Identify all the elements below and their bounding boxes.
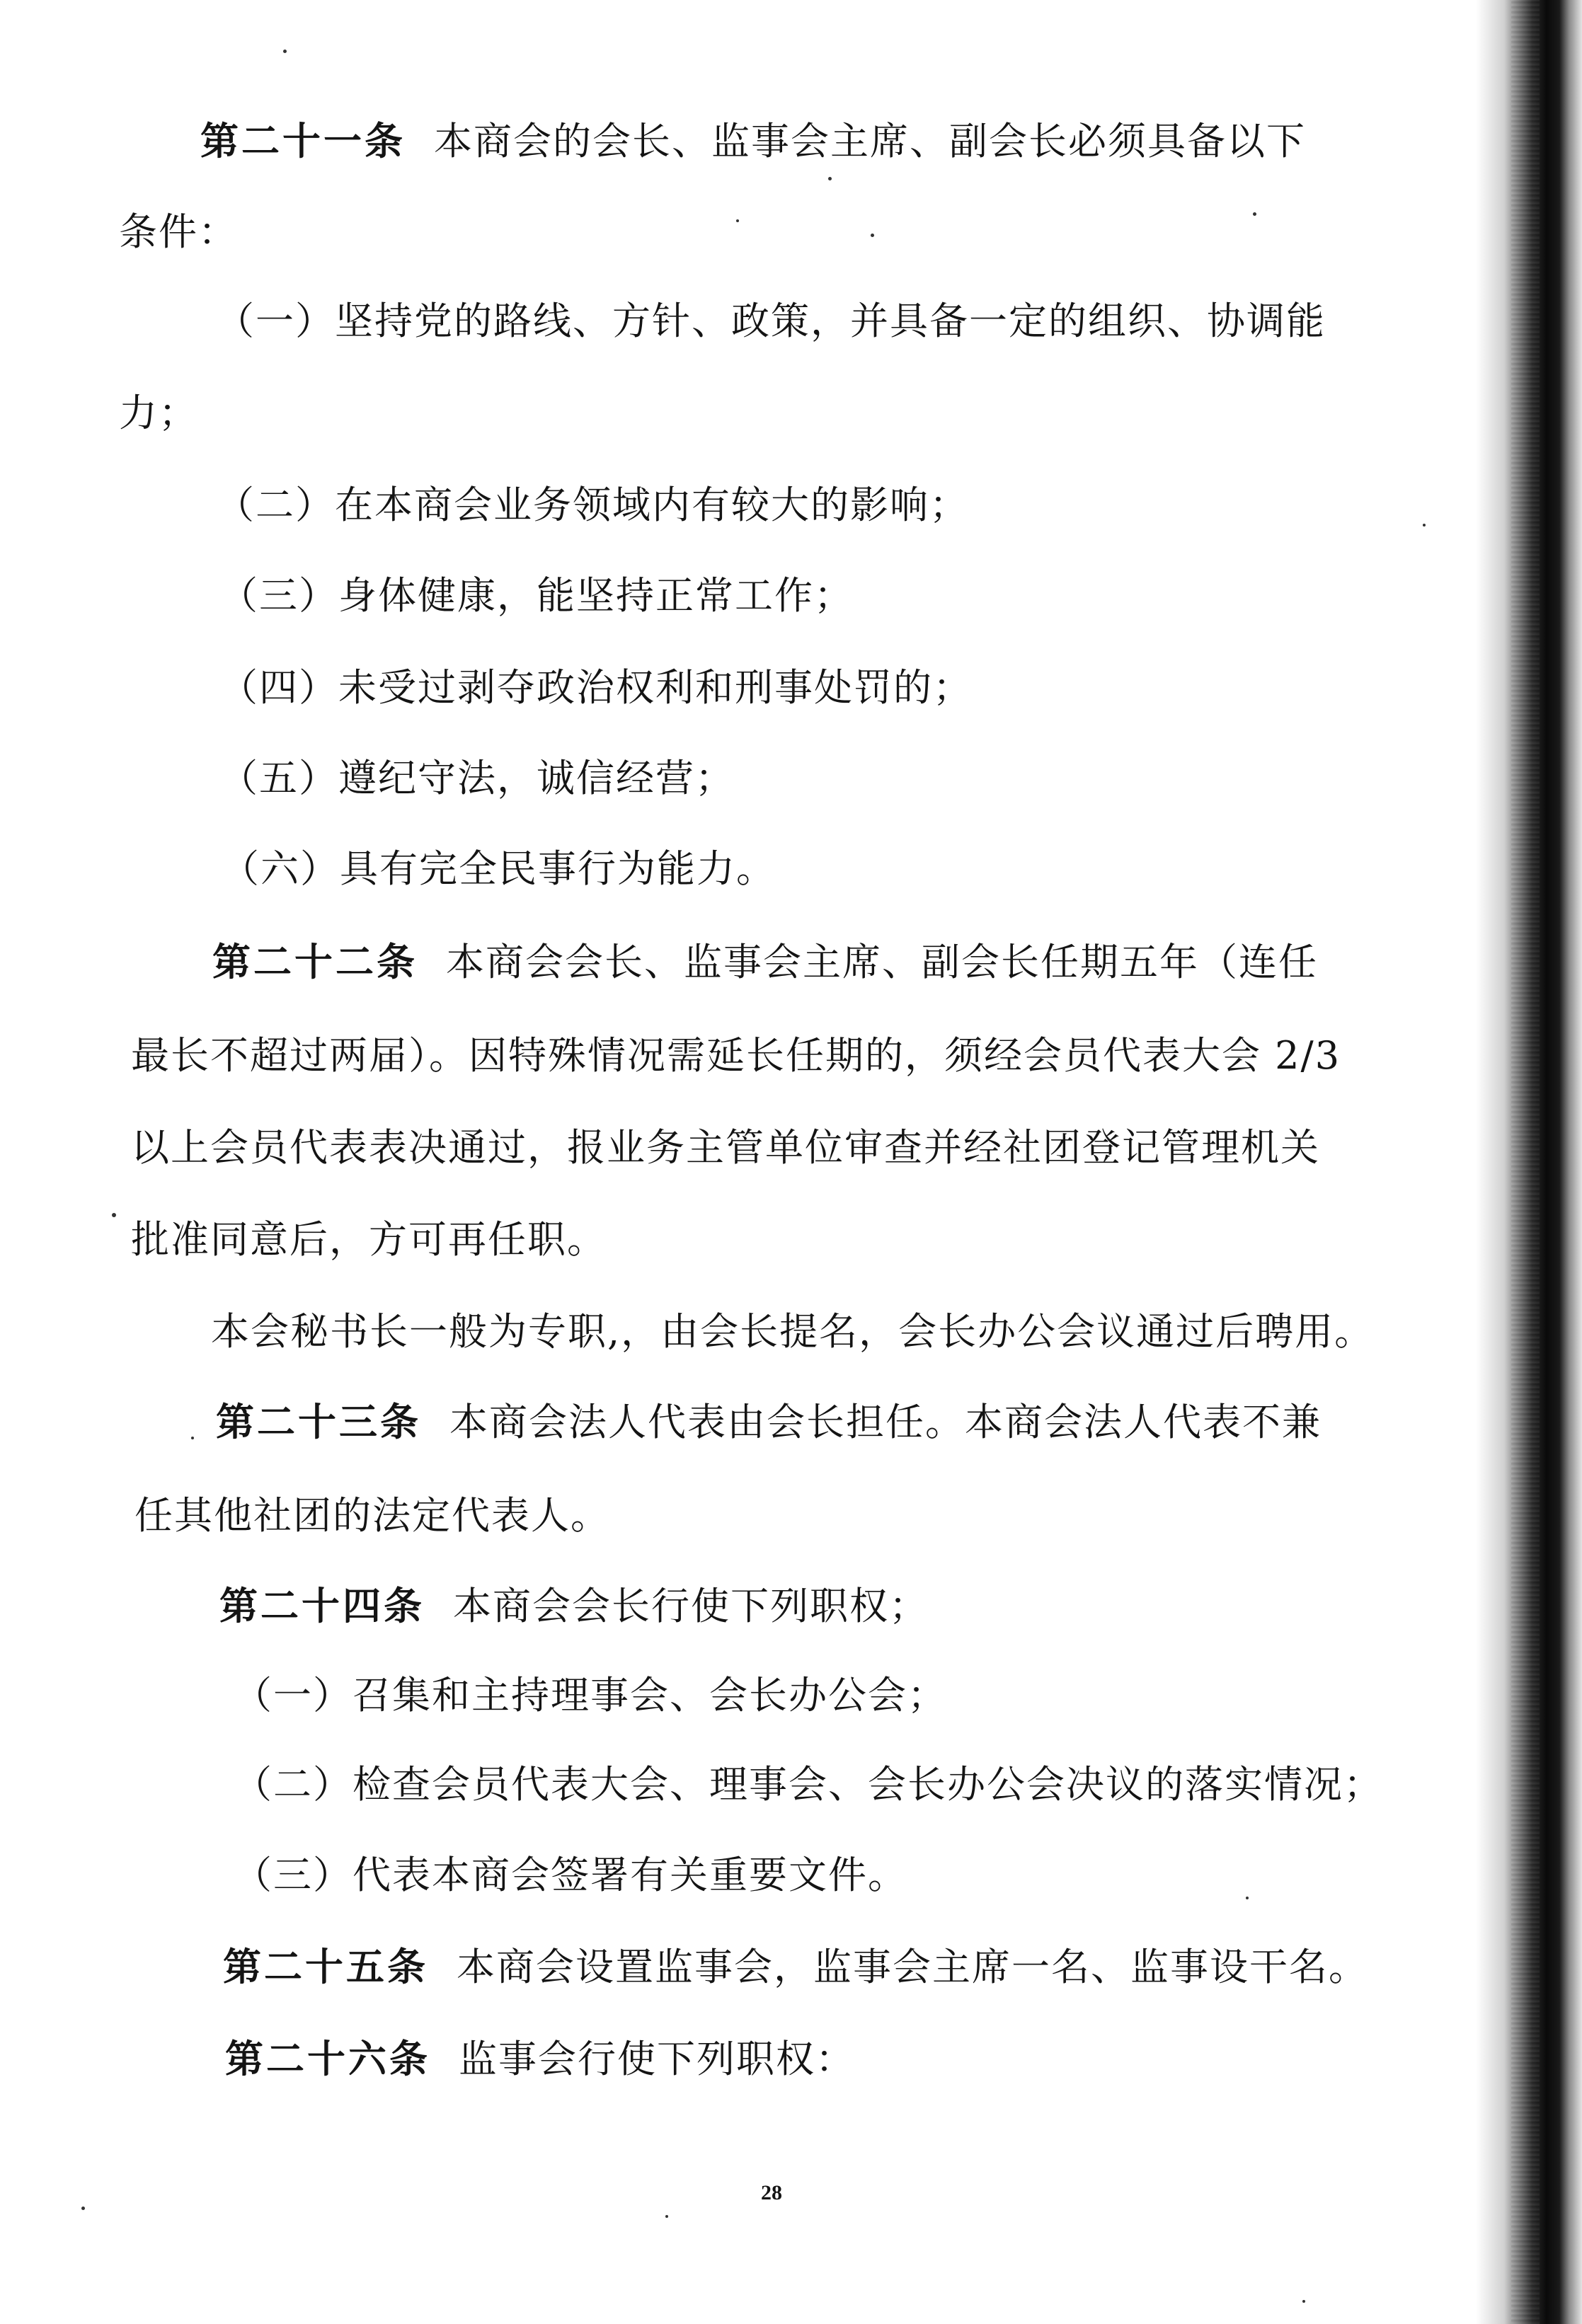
article-21-item-5: （五）遵纪守法，诚信经营；: [219, 756, 735, 800]
scan-speck: [191, 1437, 194, 1439]
scan-speck: [1253, 212, 1256, 216]
article-26-text: 监事会行使下列职权：: [459, 2037, 855, 2081]
article-21-item-3: （三）身体健康，能坚持正常工作；: [219, 573, 854, 618]
scan-speck: [871, 234, 874, 237]
article-21-item-4: （四）未受过剥夺政治权利和刑事处罚的；: [219, 665, 973, 710]
article-22-line-4: 批准同意后，方可再任职。: [131, 1217, 607, 1262]
article-21-text: 本商会的会长、监事会主席、副会长必须具备以下: [434, 119, 1306, 163]
scan-speck: [1246, 1897, 1249, 1899]
article-26-title: 第二十六条: [225, 2037, 430, 2081]
article-26-line-1: [225, 2037, 855, 2082]
article-23-title: 第二十三条: [216, 1400, 421, 1444]
article-21-item-6: （六）具有完全民事行为能力。: [221, 846, 776, 891]
article-23-line-2: 任其他社团的法定代表人。: [134, 1493, 610, 1538]
article-21-item-2: （二）在本商会业务领域内有较大的影响；: [216, 483, 969, 527]
article-24-item-1: （一）召集和主持理事会、会长办公会；: [234, 1673, 947, 1718]
article-24-line-1: [219, 1584, 929, 1629]
article-24-title: 第二十四条: [219, 1584, 425, 1628]
scan-speck: [81, 2207, 85, 2210]
scan-speck: [283, 50, 287, 53]
article-22-line-1: [212, 940, 1318, 985]
article-25-title: 第二十五条: [223, 1945, 428, 1989]
article-21-item-1: （一）坚持党的路线、方针、政策，并具备一定的组织、协调能: [216, 299, 1326, 343]
article-25-line-1: [223, 1945, 1368, 1990]
article-22-text: 本商会会长、监事会主席、副会长任期五年（连任: [446, 940, 1318, 984]
scan-speck: [112, 1213, 116, 1217]
article-22-line-2: 最长不超过两届）。因特殊情况需延长任期的，须经会员代表大会 2/3: [131, 1033, 1341, 1078]
scan-speck: [1302, 2300, 1305, 2303]
article-24-item-3: （三）代表本商会签署有关重要文件。: [234, 1853, 907, 1897]
scan-edge-texture: [1511, 0, 1540, 2324]
page-number: 28: [761, 2181, 782, 2204]
scan-speck: [665, 2215, 668, 2218]
scan-speck: [828, 177, 832, 180]
scan-speck: [1423, 524, 1426, 527]
article-24-item-2: （二）检查会员代表大会、理事会、会长办公会决议的落实情况；: [234, 1762, 1383, 1807]
article-24-text: 本商会会长行使下列职权；: [453, 1584, 929, 1628]
article-21-line-2: 条件：: [119, 209, 238, 254]
article-25-text: 本商会设置监事会，监事会主席一名、监事设干名。: [457, 1945, 1368, 1989]
article-22-line-5: 本会秘书长一般为专职,，由会长提名，会长办公会议通过后聘用。: [211, 1309, 1375, 1354]
article-22-line-3: 以上会员代表表决通过，报业务主管单位审查并经社团登记管理机关: [131, 1125, 1320, 1170]
article-23-text: 本商会法人代表由会长担任。本商会法人代表不兼: [449, 1400, 1322, 1444]
article-21-line-1: [200, 119, 1306, 164]
article-22-title: 第二十二条: [212, 940, 418, 984]
scan-speck: [736, 219, 739, 222]
article-21-item-1-cont: 力；: [119, 391, 198, 435]
article-21-title: 第二十一条: [200, 119, 406, 163]
article-23-line-1: [216, 1400, 1322, 1445]
